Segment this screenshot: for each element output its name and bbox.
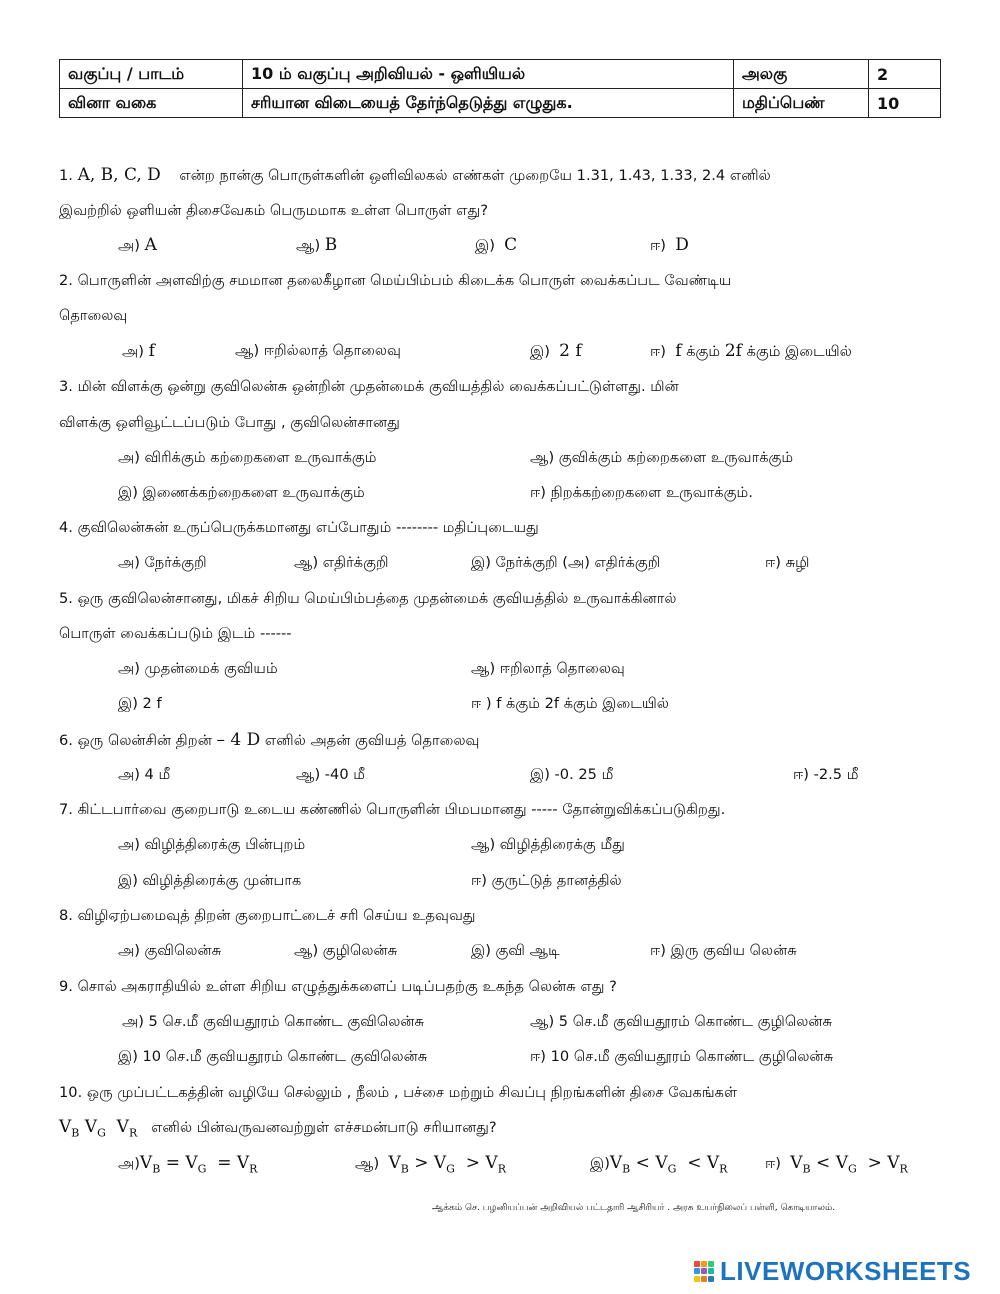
question-1-line-2: இவற்றில் ஒளியன் திசைவேகம் பெருமமாக உள்ள பொருள் எது?	[59, 202, 488, 219]
q5-option-a[interactable]: அ) முதன்மைக் குவியம்	[118, 660, 278, 677]
liveworksheets-icon	[694, 1261, 716, 1283]
question-3: 3. மின் விளக்கு ஒன்று குவிலென்சு ஒன்றின் முதன்மைக் குவியத்தில் வைக்கப்பட்டுள்ளது. மின்	[59, 378, 679, 395]
q4-option-a[interactable]: அ) நேர்க்குறி	[118, 554, 207, 571]
q3-option-c[interactable]: இ) இணைக்கற்றைகளை உருவாக்கும்	[118, 484, 365, 501]
q1-option-d[interactable]: ஈ) D	[650, 235, 689, 255]
question-1: 1. A, B, C, D என்ற நான்கு பொருள்களின் ஒளிவிலகல் எண்கள் முறையே 1.31, 1.43, 1.33, 2.4 எனில்	[59, 165, 771, 185]
q5-option-d[interactable]: ஈ ) f க்கும் 2f க்கும் இடையில்	[471, 695, 670, 712]
q3-option-d[interactable]: ஈ) நிறக்கற்றைகளை உருவாக்கும்.	[530, 484, 753, 501]
q6-option-d[interactable]: ஈ) -2.5 மீ	[793, 766, 859, 783]
q9-option-c[interactable]: இ) 10 செ.மீ குவியதூரம் கொண்ட குவிலென்சு	[118, 1048, 428, 1065]
q3-option-b[interactable]: ஆ) குவிக்கும் கற்றைகளை உருவாக்கும்	[530, 449, 794, 466]
q9-option-d[interactable]: ஈ) 10 செ.மீ குவியதூரம் கொண்ட குழிலென்சு	[530, 1048, 834, 1065]
q10-option-d[interactable]: ஈ) $V_B < V_G > V_R$	[765, 1153, 908, 1176]
question-10-line-2: $V_B$ $V_G$ $V_R$ எனில் பின்வருவனவற்றுள் எச்சமன்பாடு சரியானது?	[59, 1117, 497, 1140]
q1-symbols: A, B, C, D	[77, 165, 161, 185]
q7-option-b[interactable]: ஆ) விழித்திரைக்கு மீது	[471, 836, 625, 853]
q3-option-a[interactable]: அ) விரிக்கும் கற்றைகளை உருவாக்கும்	[118, 449, 377, 466]
marks-value: 10	[869, 89, 941, 118]
q8-option-b[interactable]: ஆ) குழிலென்சு	[294, 942, 398, 959]
q10-velocity-symbols: $V_B$ $V_G$ $V_R$	[59, 1117, 138, 1140]
q4-option-b[interactable]: ஆ) எதிர்க்குறி	[294, 554, 389, 571]
question-type-label: வினா வகை	[60, 89, 243, 118]
q1-option-a[interactable]: அ) A	[118, 235, 157, 255]
question-5: 5. ஒரு குவிலென்சானது, மிகச் சிறிய மெய்பிம்பத்தை முதன்மைக் குவியத்தில் உருவாக்கினால்	[59, 590, 677, 607]
q8-option-c[interactable]: இ) குவி ஆடி	[471, 942, 560, 959]
question-10: 10. ஒரு முப்பட்டகத்தின் வழியே செல்லும் , நீலம் , பச்சை மற்றும் சிவப்பு நிறங்களின் திசை வேகங்கள்	[59, 1084, 738, 1101]
liveworksheets-logo[interactable]	[694, 1256, 971, 1287]
q1-option-c[interactable]: இ) C	[475, 235, 518, 255]
question-3-line-2: விளக்கு ஒளிவூட்டப்படும் போது , குவிலென்சானது	[59, 414, 400, 431]
q2-option-d[interactable]: ஈ) f க்கும் 2f க்கும் இடையில்	[650, 341, 852, 361]
question-2: 2. பொருளின் அளவிற்கு சமமான தலைகீழான மெய்பிம்பம் கிடைக்க பொருள் வைக்கப்பட வேண்டிய	[59, 272, 732, 289]
q6-option-c[interactable]: இ) -0. 25 மீ	[530, 766, 614, 783]
class-subject-label: வகுப்பு / பாடம்	[60, 60, 243, 89]
q4-option-c[interactable]: இ) நேர்க்குறி (அ) எதிர்க்குறி	[471, 554, 661, 571]
q6-option-a[interactable]: அ) 4 மீ	[118, 766, 171, 783]
marks-label: மதிப்பெண்	[734, 89, 869, 118]
q7-option-d[interactable]: ஈ) குருட்டுத் தானத்தில்	[471, 872, 622, 889]
q6-option-b[interactable]: ஆ) -40 மீ	[296, 766, 366, 783]
q7-option-c[interactable]: இ) விழித்திரைக்கு முன்பாக	[118, 872, 302, 889]
question-2-line-2: தொலைவு	[59, 307, 128, 324]
q7-option-a[interactable]: அ) விழித்திரைக்கு பின்புறம்	[118, 836, 306, 853]
question-7: 7. கிட்டபார்வை குறைபாடு உடைய கண்ணில் பொருளின் பிமபமானது ----- தோன்றுவிக்கப்படுகிறது.	[59, 801, 726, 818]
q5-option-c[interactable]: இ) 2 f	[118, 695, 162, 712]
question-type-value: சரியான விடையைத் தேர்ந்தெடுத்து எழுதுக.	[243, 89, 734, 118]
q8-option-d[interactable]: ஈ) இரு குவிய லென்சு	[650, 942, 797, 959]
q10-option-c[interactable]: $இ)V_B < V_G < V_R$	[590, 1153, 728, 1176]
author-credit: ஆக்கம் செ. பழனியப்பன் அறிவியல் பட்டதாரி ஆசிரியர் . அரசு உயர்நிலைப் பள்ளி, கொடியாலம்.	[432, 1203, 836, 1213]
question-8: 8. விழிஏற்பமைவுத் திறன் குறைபாட்டைச் சரி செய்ய உதவுவது	[59, 907, 476, 924]
q9-option-b[interactable]: ஆ) 5 செ.மீ குவியதூரம் கொண்ட குழிலென்சு	[530, 1013, 833, 1030]
q2-option-a[interactable]: அ) f	[122, 341, 155, 361]
header-row-2	[60, 89, 941, 118]
question-6: 6. ஒரு லென்சின் திறன் – 4 D எனில் அதன் குவியத் தொலைவு	[59, 730, 480, 750]
q9-option-a[interactable]: அ) 5 செ.மீ குவியதூரம் கொண்ட குவிலென்சு	[122, 1013, 425, 1030]
q10-option-b[interactable]: ஆ) $V_B > V_G > V_R$	[355, 1153, 506, 1176]
q2-option-b[interactable]: ஆ) ஈறில்லாத் தொலைவு	[235, 342, 402, 359]
liveworksheets-brand: LIVEWORKSHEETS	[720, 1256, 972, 1286]
q4-option-d[interactable]: ஈ) சுழி	[765, 554, 810, 571]
q1-option-b[interactable]: ஆ) B	[296, 235, 338, 255]
unit-value: 2	[869, 60, 941, 89]
question-9: 9. சொல் அகராதியில் உள்ள சிறிய எழுத்துக்களைப் படிப்பதற்கு உகந்த லென்சு எது ?	[59, 978, 617, 995]
q2-option-c[interactable]: இ) 2 f	[530, 341, 582, 361]
q5-option-b[interactable]: ஆ) ஈறிலாத் தொலைவு	[471, 660, 625, 677]
q8-option-a[interactable]: அ) குவிலென்சு	[118, 942, 222, 959]
header-row-1	[60, 60, 941, 89]
unit-label: அலகு	[734, 60, 869, 89]
class-subject-value: 10 ம் வகுப்பு அறிவியல் - ஒளியியல்	[243, 60, 734, 89]
header-table	[59, 59, 941, 118]
question-5-line-2: பொருள் வைக்கப்படும் இடம் ------	[59, 625, 292, 642]
q10-option-a[interactable]: $அ)V_B = V_G = V_R$	[118, 1153, 258, 1176]
question-4: 4. குவிலென்சுன் உருப்பெருக்கமானது எப்போதும் -------- மதிப்புடையது	[59, 519, 539, 536]
